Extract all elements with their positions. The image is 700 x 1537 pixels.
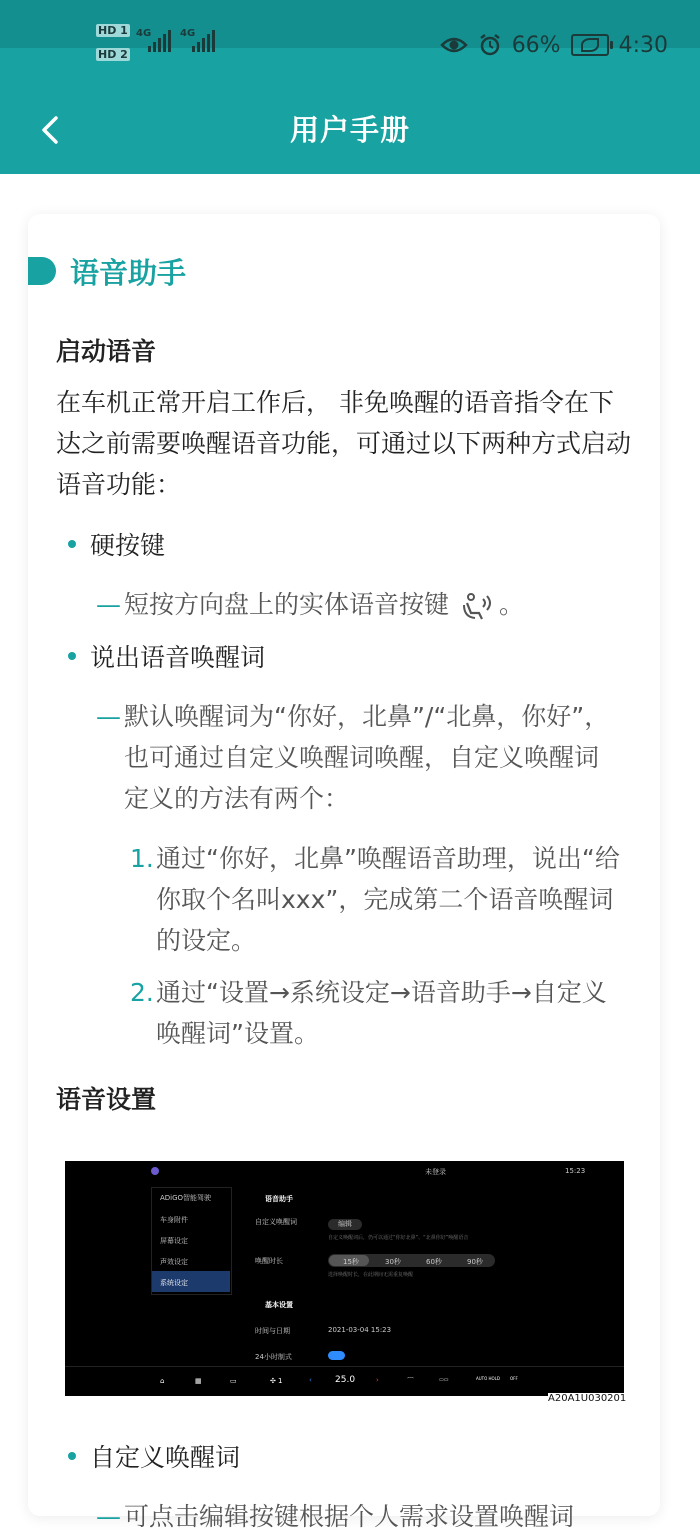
bullet-dot bbox=[68, 1452, 76, 1460]
temp-down-icon[interactable]: ‹ bbox=[309, 1376, 312, 1384]
duration-option[interactable]: 15秒 bbox=[343, 1258, 359, 1266]
custom-wake-text: 可点击编辑按键根据个人需求设置唤醒词 bbox=[124, 1502, 575, 1531]
network-type-2: 4G bbox=[180, 28, 196, 39]
status-bar bbox=[0, 0, 700, 88]
section-header bbox=[28, 254, 186, 288]
side-item[interactable]: 车身附件 bbox=[160, 1216, 188, 1224]
fan-icon[interactable]: ✣ bbox=[270, 1377, 276, 1385]
datetime-label: 时间与日期 bbox=[255, 1327, 290, 1335]
sim2-hd-badge: HD 2 bbox=[98, 48, 128, 61]
car-icon[interactable]: ▭ bbox=[230, 1377, 237, 1385]
method-item-1 bbox=[130, 838, 630, 961]
section-marker bbox=[28, 257, 56, 285]
settings-side-menu bbox=[151, 1187, 232, 1295]
voice-button-icon bbox=[461, 591, 495, 621]
edit-button-label: 编辑 bbox=[338, 1220, 352, 1228]
bullet-wake-word bbox=[68, 638, 265, 674]
off-button[interactable]: OFF bbox=[510, 1376, 518, 1381]
dash-marker: — bbox=[96, 702, 121, 731]
wake-word-line-3: 定义的方法有两个： bbox=[124, 784, 350, 813]
method-item-2 bbox=[130, 972, 630, 1054]
custom-wake-description bbox=[96, 1496, 636, 1537]
duration-option[interactable]: 30秒 bbox=[385, 1258, 401, 1266]
method-text: 通过“你好，北鼻”唤醒语音助理，说出“给你取个名叫xxx”，完成第二个语音唤醒词的设定。 bbox=[156, 844, 620, 955]
page-title: 用户手册 bbox=[289, 113, 410, 147]
dash-marker: — bbox=[96, 1502, 121, 1531]
fan-level: 1 bbox=[278, 1377, 283, 1385]
method-number: 1. bbox=[130, 844, 154, 873]
custom-wake-label: 自定义唤醒词 bbox=[255, 1218, 297, 1226]
hard-key-text: 短按方向盘上的实体语音按键 bbox=[124, 590, 450, 619]
hour24-toggle[interactable] bbox=[328, 1351, 345, 1360]
wake-word-description bbox=[96, 696, 636, 819]
wake-word-line-1: 默认唤醒词为“你好，北鼻”/“北鼻，你好”， bbox=[124, 702, 610, 731]
bullet-label: 硬按键 bbox=[90, 531, 166, 560]
battery-percent: 66% bbox=[511, 32, 561, 58]
side-item[interactable]: ADiGO智能驾驶 bbox=[160, 1194, 212, 1202]
voice-assistant-header: 语音助手 bbox=[265, 1195, 293, 1203]
screen-clock: 15:23 bbox=[565, 1167, 586, 1175]
battery-icon bbox=[571, 34, 609, 56]
wake-duration-label: 唤醒时长 bbox=[255, 1257, 283, 1265]
dash-marker: — bbox=[96, 590, 121, 619]
screenshot-caption: A20A1U030201 bbox=[548, 1393, 627, 1404]
signal-strength-icon bbox=[148, 30, 171, 52]
hard-key-description bbox=[96, 584, 636, 625]
side-item[interactable]: 屏幕设定 bbox=[160, 1237, 188, 1245]
bullet-hard-key bbox=[68, 526, 165, 562]
section-title: 语音助手 bbox=[70, 255, 187, 290]
auto-hold-button[interactable]: AUTO HOLD bbox=[476, 1376, 500, 1381]
duration-hint: 选择唤醒时长，在此期间无需重复唤醒 bbox=[328, 1272, 414, 1278]
signal-area bbox=[96, 22, 226, 64]
assistant-logo-icon bbox=[151, 1167, 159, 1175]
sim1-hd-badge: HD 1 bbox=[98, 24, 128, 37]
apps-icon[interactable]: ▦ bbox=[195, 1377, 202, 1385]
temp-value: 25.0 bbox=[335, 1375, 356, 1385]
temp-up-icon[interactable]: › bbox=[376, 1376, 379, 1384]
nav-bar bbox=[0, 88, 700, 174]
clock: 4:30 bbox=[618, 32, 668, 58]
bullet-dot bbox=[68, 540, 76, 548]
bullet-custom-wake bbox=[68, 1438, 240, 1474]
heading-voice-settings: 语音设置 bbox=[56, 1085, 157, 1114]
car-settings-screenshot bbox=[65, 1161, 624, 1396]
signal-strength-icon-2 bbox=[192, 30, 215, 52]
method-text: 通过“设置→系统设定→语音助手→自定义唤醒词”设置。 bbox=[156, 978, 607, 1048]
heading-start-voice: 启动语音 bbox=[56, 337, 157, 366]
duration-option[interactable]: 90秒 bbox=[467, 1258, 483, 1266]
hard-key-tail: 。 bbox=[498, 590, 524, 619]
custom-wake-hint: 自定义唤醒词后，仍可以通过“你好北鼻”、“北鼻你好”唤醒语音 bbox=[328, 1235, 469, 1241]
bullet-label: 自定义唤醒词 bbox=[90, 1443, 241, 1472]
climate-bar bbox=[65, 1366, 624, 1397]
network-type-1: 4G bbox=[136, 28, 152, 39]
manual-card bbox=[28, 214, 660, 1531]
method-number: 2. bbox=[130, 978, 154, 1007]
home-icon[interactable]: ⌂ bbox=[160, 1377, 165, 1385]
login-status: 未登录 bbox=[425, 1168, 446, 1176]
alarm-icon bbox=[478, 33, 502, 57]
defrost-icon[interactable]: ▭▭ bbox=[439, 1377, 449, 1383]
eye-comfort-icon bbox=[440, 35, 468, 55]
datetime-value: 2021-03-04 15:23 bbox=[328, 1326, 392, 1334]
bullet-dot bbox=[68, 652, 76, 660]
seat-heat-icon[interactable]: ⌒ bbox=[407, 1377, 414, 1385]
status-right bbox=[440, 30, 668, 60]
intro-paragraph: 在车机正常开启工作后， 非免唤醒的语音指令在下达之前需要唤醒语音功能，可通过以下两种方式启动语音功能： bbox=[56, 388, 632, 499]
side-item-active[interactable]: 系统设定 bbox=[160, 1279, 188, 1287]
side-item[interactable]: 声效设定 bbox=[160, 1258, 188, 1266]
duration-option[interactable]: 60秒 bbox=[426, 1258, 442, 1266]
basic-settings-header: 基本设置 bbox=[265, 1301, 293, 1309]
hour24-label: 24小时制式 bbox=[255, 1353, 292, 1361]
bullet-label: 说出语音唤醒词 bbox=[90, 643, 266, 672]
wake-word-line-2: 也可通过自定义唤醒词唤醒，自定义唤醒词 bbox=[124, 743, 600, 772]
